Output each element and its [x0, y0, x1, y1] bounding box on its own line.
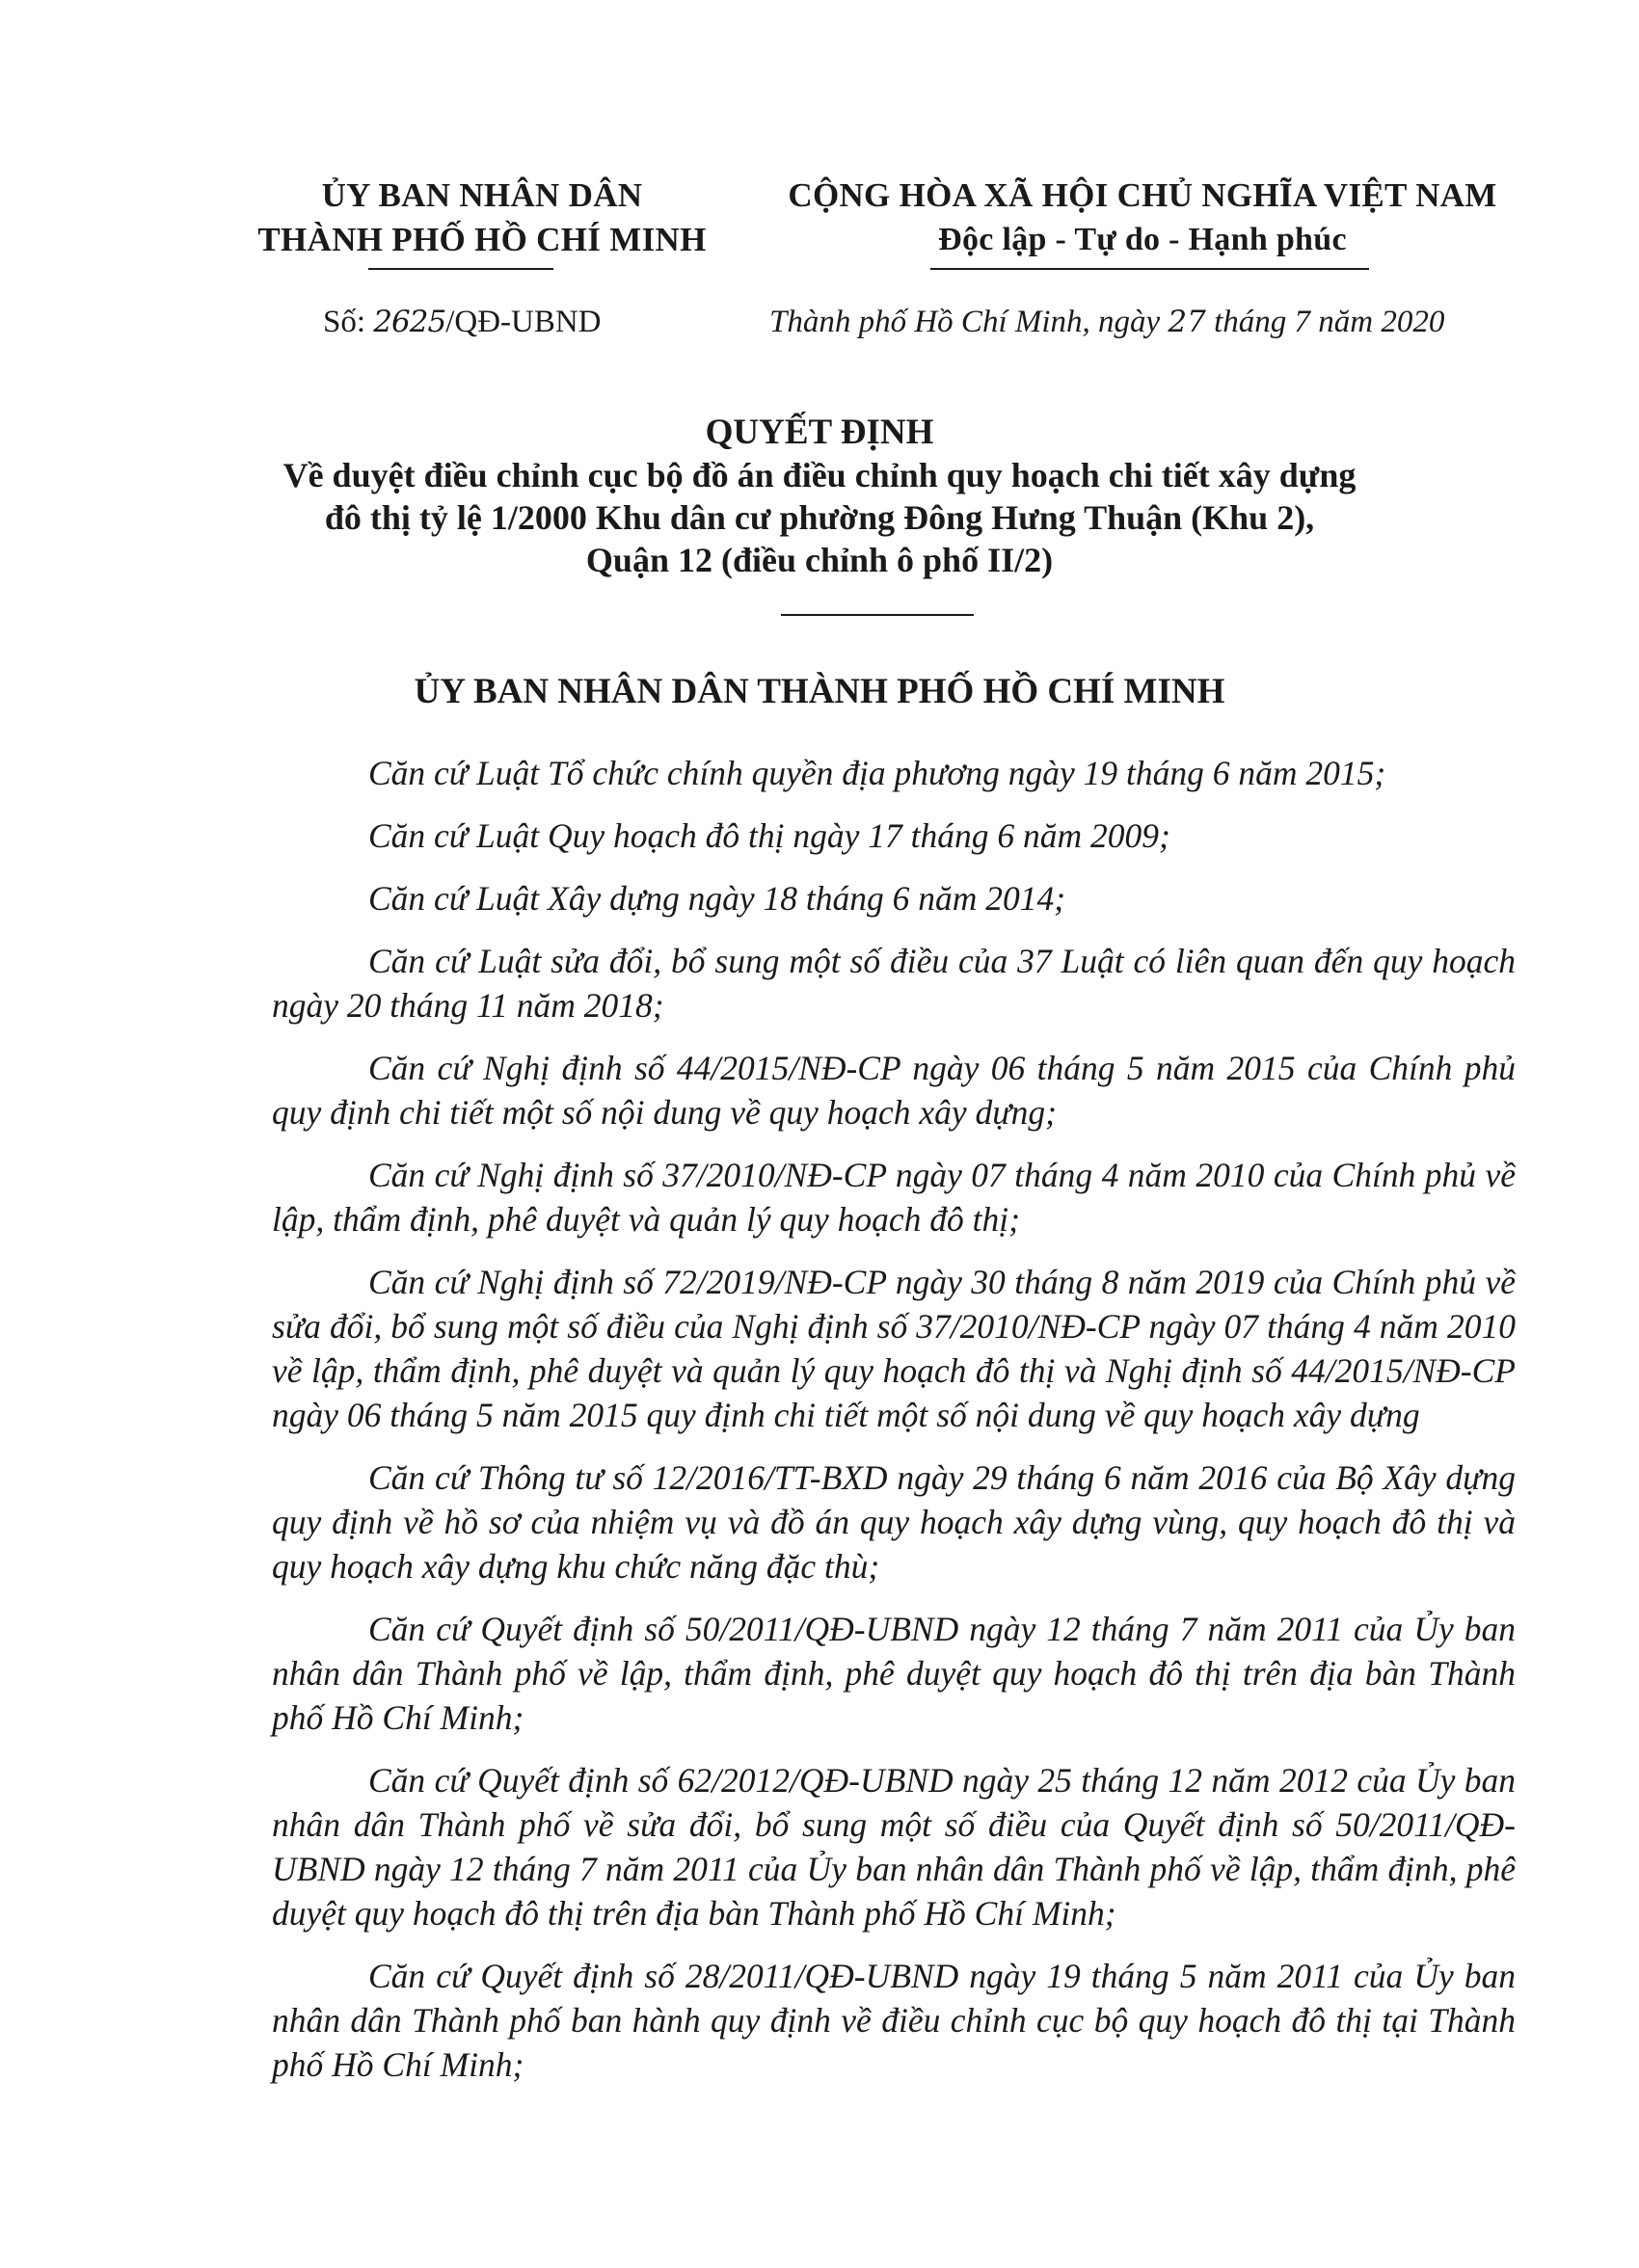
agency-underline: [368, 268, 553, 270]
title-line-2: đô thị tỷ lệ 1/2000 Khu dân cư phường Đông Hưng Thuận (Khu 2),: [324, 498, 1315, 537]
document-number-label: Số:: [323, 305, 366, 339]
national-motto: Độc lập - Tự do - Hạnh phúc: [938, 222, 1347, 257]
legal-bases: [272, 751, 1516, 2105]
decision-title: [193, 412, 1446, 581]
date-day-handwritten: 27: [1168, 305, 1206, 339]
document-number-handwritten: 2625: [373, 305, 446, 339]
document-date: [769, 301, 1444, 343]
document-type: QUYẾT ĐỊNH: [705, 413, 934, 452]
title-line-3: Quận 12 (điều chỉnh ô phố II/2): [585, 541, 1054, 579]
title-line-1: Về duyệt điều chỉnh cục bộ đồ án điều chỉnh quy hoạch chi tiết xây dựng: [282, 456, 1357, 494]
issuing-agency: [241, 173, 723, 262]
legal-basis: Căn cứ Quyết định số 62/2012/QĐ-UBND ngày 25 tháng 12 năm 2012 của Ủy ban nhân dân Thành phố về sửa đổi, bổ sung một số điều của Quyết định số 50/2011/QĐ-UBND ngày 12 tháng 7 năm 2011 của Ủy ban nhân dân Thành phố về lập, thẩm định, phê duyệt quy hoạch đô thị trên địa bàn Thành phố Hồ Chí Minh;: [272, 1761, 1516, 1933]
date-prefix: Thành phố Hồ Chí Minh, ngày: [769, 305, 1161, 339]
legal-basis: Căn cứ Luật Xây dựng ngày 18 tháng 6 năm 2014;: [368, 879, 1066, 918]
legal-basis: Căn cứ Nghị định số 44/2015/NĐ-CP ngày 06 tháng 5 năm 2015 của Chính phủ quy định chi tiết một số nội dung về quy hoạch xây dựng;: [272, 1049, 1516, 1132]
legal-basis: Căn cứ Luật Tổ chức chính quyền địa phương ngày 19 tháng 6 năm 2015;: [368, 754, 1386, 792]
document-number: [323, 301, 602, 343]
legal-basis: Căn cứ Nghị định số 37/2010/NĐ-CP ngày 07 tháng 4 năm 2010 của Chính phủ về lập, thẩm định, phê duyệt và quản lý quy hoạch đô thị;: [272, 1156, 1516, 1239]
legal-basis: Căn cứ Quyết định số 50/2011/QĐ-UBND ngày 12 tháng 7 năm 2011 của Ủy ban nhân dân Thành phố về lập, thẩm định, phê duyệt quy hoạch đô thị trên địa bàn Thành phố Hồ Chí Minh;: [272, 1610, 1516, 1737]
date-suffix: tháng 7 năm 2020: [1214, 305, 1445, 339]
document-number-suffix: /QĐ-UBND: [445, 305, 602, 339]
issuing-agency-line2: THÀNH PHỐ HỒ CHÍ MINH: [257, 221, 707, 258]
national-name: CỘNG HÒA XÃ HỘI CHỦ NGHĨA VIỆT NAM: [788, 176, 1497, 214]
title-underline: [781, 614, 974, 616]
legal-basis: Căn cứ Nghị định số 72/2019/NĐ-CP ngày 30 tháng 8 năm 2019 của Chính phủ về sửa đổi, bổ sung một số điều của Nghị định số 37/2010/NĐ-CP ngày 07 tháng 4 năm 2010 về lập, thẩm định, phê duyệt và quản lý quy hoạch đô thị và Nghị định số 44/2015/NĐ-CP ngày 06 tháng 5 năm 2015 quy định chi tiết một số nội dung về quy hoạch xây dựng: [272, 1263, 1516, 1434]
legal-basis: Căn cứ Thông tư số 12/2016/TT-BXD ngày 29 tháng 6 năm 2016 của Bộ Xây dựng quy định về hồ sơ của nhiệm vụ và đồ án quy hoạch xây dựng vùng, quy hoạch đô thị và quy hoạch xây dựng khu chức năng đặc thù;: [272, 1458, 1516, 1586]
legal-basis: Căn cứ Luật sửa đổi, bổ sung một số điều của 37 Luật có liên quan đến quy hoạch ngày 20 tháng 11 năm 2018;: [272, 942, 1516, 1025]
authority-heading: ỦY BAN NHÂN DÂN THÀNH PHỐ HỒ CHÍ MINH: [414, 672, 1225, 711]
national-heading: [742, 173, 1543, 262]
motto-underline: [930, 268, 1369, 270]
legal-basis: Căn cứ Luật Quy hoạch đô thị ngày 17 tháng 6 năm 2009;: [368, 816, 1170, 855]
legal-basis: Căn cứ Quyết định số 28/2011/QĐ-UBND ngày 19 tháng 5 năm 2011 của Ủy ban nhân dân Thành phố ban hành quy định về điều chỉnh cục bộ quy hoạch đô thị tại Thành phố Hồ Chí Minh;: [272, 1957, 1516, 2084]
issuing-agency-line1: ỦY BAN NHÂN DÂN: [321, 176, 643, 214]
